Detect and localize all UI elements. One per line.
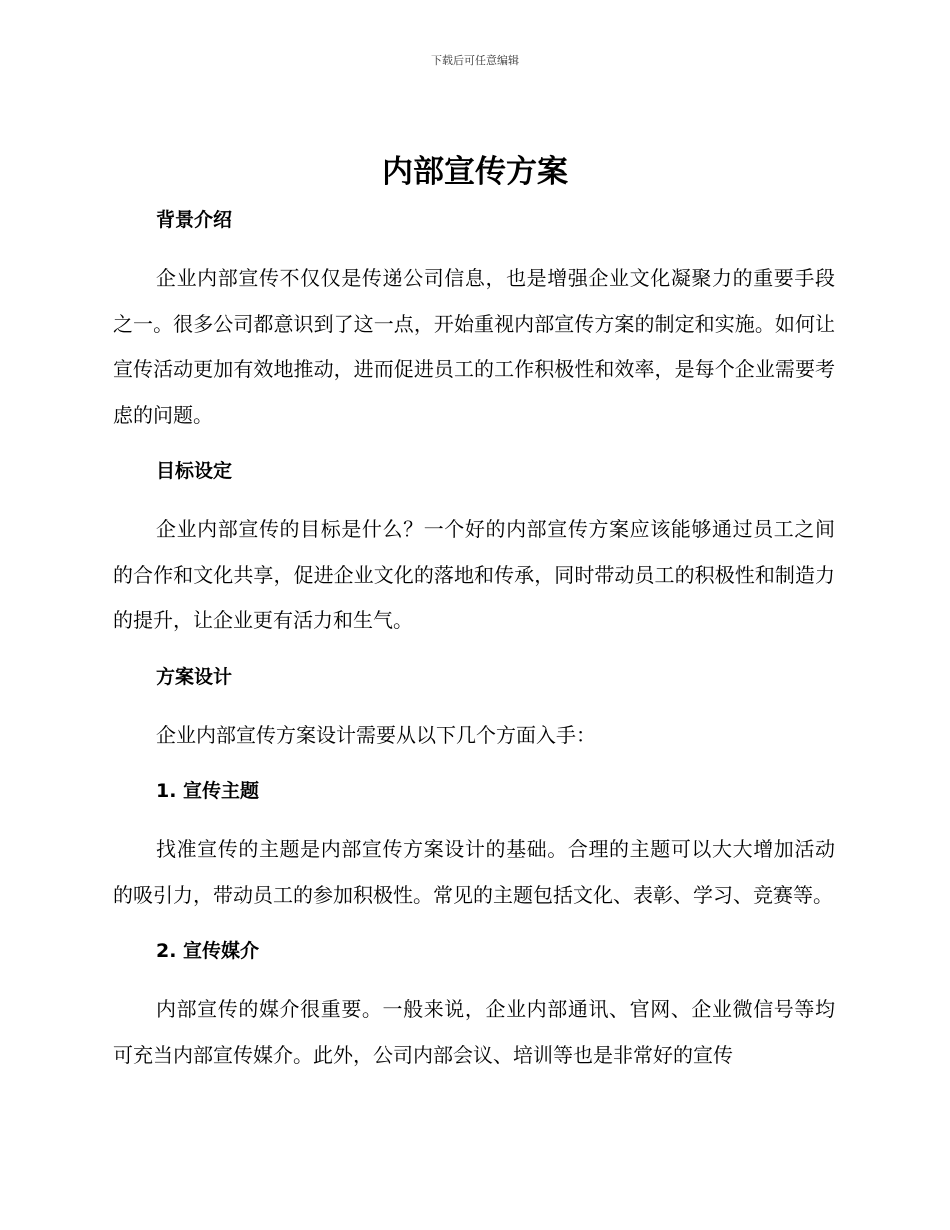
paragraph-theme: 找准宣传的主题是内部宣传方案设计的基础。合理的主题可以大大增加活动的吸引力，带动员工的参加积极性。常见的主题包括文化、表彰、学习、竞赛等。	[113, 837, 835, 907]
section-design	[113, 659, 835, 759]
section-media	[113, 933, 835, 1078]
document-body	[113, 202, 835, 1078]
paragraph-media: 内部宣传的媒介很重要。一般来说，企业内部通讯、官网、企业微信号等均可充当内部宣传媒介。此外，公司内部会议、培训等也是非常好的宣传	[113, 997, 835, 1067]
section-heading-design: 方案设计	[156, 665, 233, 688]
section-heading-theme: 1. 宣传主题	[156, 780, 260, 802]
section-heading-background: 背景介绍	[156, 209, 233, 231]
section-theme	[113, 773, 835, 918]
section-heading-media: 2. 宣传媒介	[156, 940, 260, 962]
document-title: 内部宣传方案	[382, 154, 568, 190]
section-goal	[113, 453, 835, 644]
paragraph-design: 企业内部宣传方案设计需要从以下几个方面入手：	[156, 722, 596, 747]
section-background	[113, 202, 835, 438]
section-heading-goal: 目标设定	[156, 460, 233, 482]
paragraph-background: 企业内部宣传不仅仅是传递公司信息，也是增强企业文化凝聚力的重要手段之一。很多公司都意识到了这一点，开始重视内部宣传方案的制定和实施。如何让宣传活动更加有效地推动，进而促进员工的工作积极性和效率，是每个企业需要考虑的问题。	[113, 266, 835, 427]
paragraph-goal: 企业内部宣传的目标是什么？一个好的内部宣传方案应该能够通过员工之间的合作和文化共享，促进企业文化的落地和传承，同时带动员工的积极性和制造力的提升，让企业更有活力和生气。	[113, 517, 835, 632]
header-note: 下载后可任意编辑	[431, 54, 519, 67]
